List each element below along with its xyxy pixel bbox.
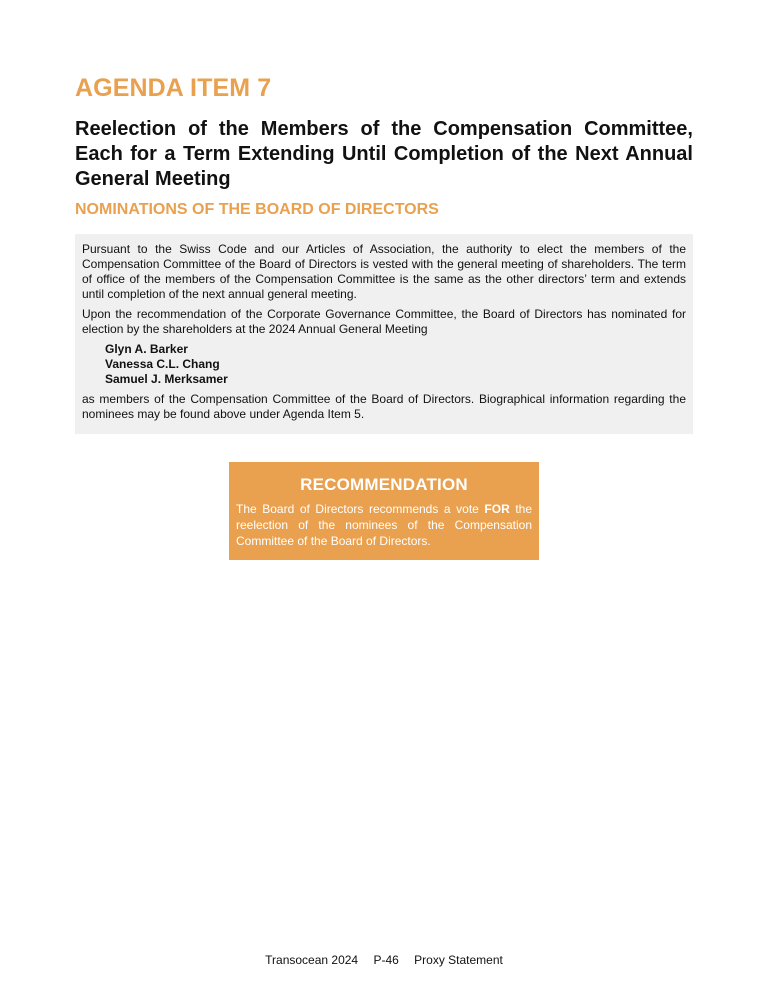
section-heading: NOMINATIONS OF THE BOARD OF DIRECTORS <box>75 201 439 218</box>
agenda-item-title: AGENDA ITEM 7 <box>75 74 272 102</box>
footer-doc-type: Proxy Statement <box>414 953 503 967</box>
footer-page-number: P-46 <box>373 953 399 967</box>
nominee-list <box>82 342 686 387</box>
recommendation-text-end: the reelection of the nominees of the Compensation Committee of the Board of Directors. <box>236 502 532 548</box>
nominee-name: Samuel J. Merksamer <box>105 372 228 386</box>
recommendation-text-start: The Board of Directors recommends a vote <box>236 502 485 516</box>
recommendation-text <box>236 501 532 549</box>
nominations-paragraph-2: Upon the recommendation of the Corporate Governance Committee, the Board of Directors has nominated for election by the shareholders at the 2024 Annual General Meeting <box>82 307 686 336</box>
recommendation-vote-for: FOR <box>484 502 510 516</box>
recommendation-box <box>229 462 539 560</box>
recommendation-heading: RECOMMENDATION <box>300 475 468 494</box>
nominee-name: Vanessa C.L. Chang <box>105 357 220 371</box>
nominations-paragraph-1: Pursuant to the Swiss Code and our Articles of Association, the authority to elect the members of the Compensation Committee of the Board of Directors is vested with the general meeting of shareholders. The term of office of the members of the Compensation Committee is the same as the other directors’ term and extends until completion of the next annual general meeting. <box>82 242 686 301</box>
agenda-item-subtitle: Reelection of the Members of the Compensation Committee, Each for a Term Extending Until Completion of the Next Annual General Meeting <box>75 118 693 190</box>
page-footer <box>0 953 768 967</box>
nominee-name: Glyn A. Barker <box>105 342 188 356</box>
nominations-box <box>75 234 693 434</box>
nominations-paragraph-3: as members of the Compensation Committee of the Board of Directors. Biographical information regarding the nominees may be found above under Agenda Item 5. <box>82 392 686 421</box>
footer-company-year: Transocean 2024 <box>265 953 359 967</box>
